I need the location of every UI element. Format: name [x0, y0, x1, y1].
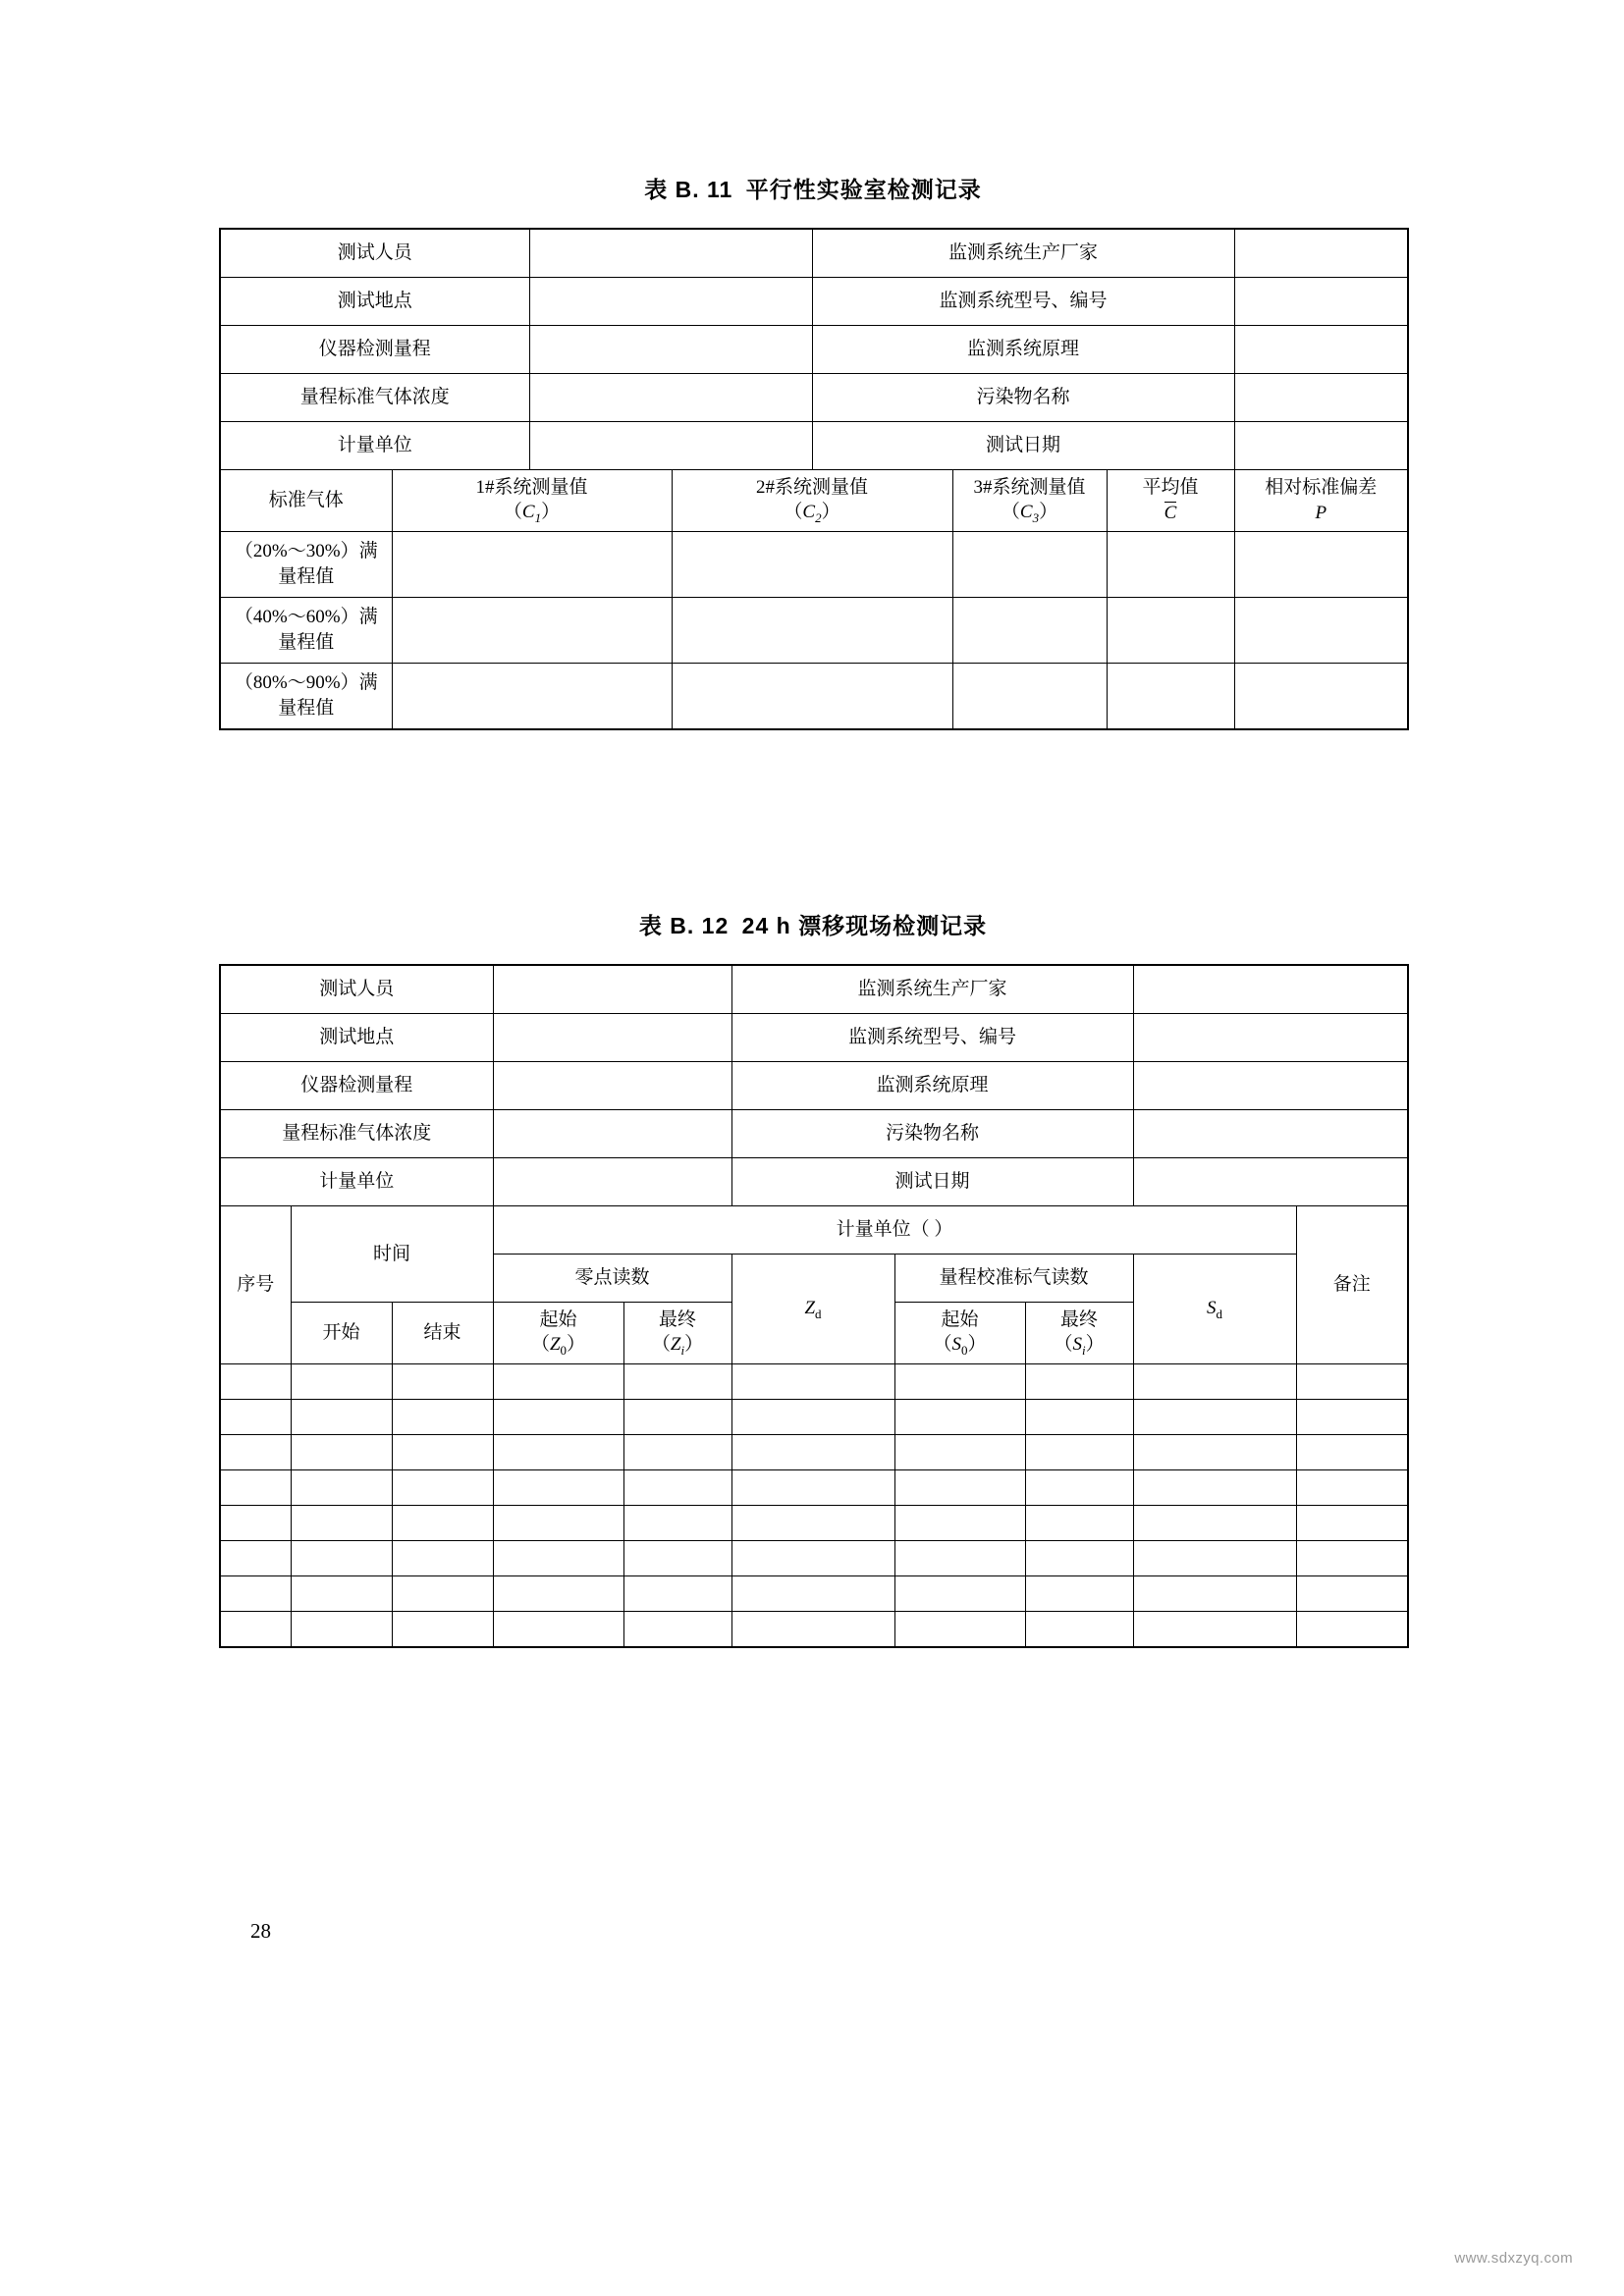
table-row: [220, 965, 1408, 1014]
header-average-symbol: C: [1164, 503, 1177, 523]
label-cell: 监测系统原理: [812, 326, 1234, 374]
table-caption-b12: [219, 908, 1407, 940]
cell-s0[interactable]: [894, 1506, 1025, 1541]
data-cell-c3[interactable]: [952, 598, 1107, 664]
value-cell[interactable]: [1133, 1110, 1408, 1158]
cell-s0[interactable]: [894, 1541, 1025, 1576]
header-rsd: 相对标准偏差 P: [1234, 470, 1408, 532]
data-cell-avg[interactable]: [1107, 598, 1234, 664]
cell-remark[interactable]: [1296, 1435, 1408, 1470]
header-system3-symbol: $(C_3)$: [1001, 502, 1058, 525]
table-row: [220, 374, 1408, 422]
value-cell[interactable]: [1234, 278, 1408, 326]
cell-end[interactable]: [392, 1576, 493, 1612]
table-caption-b11: [219, 172, 1407, 204]
value-cell[interactable]: [493, 965, 731, 1014]
cell-seq[interactable]: [220, 1470, 291, 1506]
value-cell[interactable]: [529, 422, 812, 470]
table-row: [220, 598, 1408, 664]
cell-seq[interactable]: [220, 1400, 291, 1435]
value-cell[interactable]: [493, 1062, 731, 1110]
data-cell-p[interactable]: [1234, 532, 1408, 598]
label-cell: 监测系统型号、编号: [731, 1014, 1133, 1062]
label-cell: 测试日期: [812, 422, 1234, 470]
header-z0: 起始 $(Z_0)$: [493, 1303, 623, 1364]
header-z0-symbol: $(Z_0)$: [530, 1334, 586, 1358]
value-cell[interactable]: [1133, 1158, 1408, 1206]
cell-s0[interactable]: [894, 1435, 1025, 1470]
table-row: [220, 1435, 1408, 1470]
table-row: [220, 532, 1408, 598]
value-cell[interactable]: [1234, 326, 1408, 374]
table-row: [220, 1470, 1408, 1506]
cell-zi[interactable]: [623, 1576, 731, 1612]
cell-s0[interactable]: [894, 1612, 1025, 1648]
table-row: [220, 278, 1408, 326]
label-cell: 仪器检测量程: [220, 1062, 493, 1110]
label-cell: 监测系统生产厂家: [731, 965, 1133, 1014]
data-cell-p[interactable]: [1234, 664, 1408, 730]
value-cell[interactable]: [529, 278, 812, 326]
caption-number: 表 B. 12: [638, 913, 730, 938]
cell-remark[interactable]: [1296, 1612, 1408, 1648]
table-block-b12: [219, 908, 1407, 1648]
table-block-b11: [219, 172, 1407, 730]
cell-sd[interactable]: [1133, 1541, 1296, 1576]
header-sequence: 序号: [220, 1206, 291, 1364]
cell-seq[interactable]: [220, 1541, 291, 1576]
label-cell: 污染物名称: [731, 1110, 1133, 1158]
caption-title: 平行性实验室检测记录: [745, 177, 982, 202]
header-span-reading: 量程校准标气读数: [894, 1255, 1133, 1303]
table-header-row: [220, 470, 1408, 532]
header-zero-reading: 零点读数: [493, 1255, 731, 1303]
cell-zd[interactable]: [731, 1506, 894, 1541]
table-row: [220, 1400, 1408, 1435]
value-cell[interactable]: [493, 1014, 731, 1062]
value-cell[interactable]: [1234, 422, 1408, 470]
cell-z0[interactable]: [493, 1576, 623, 1612]
cell-z0[interactable]: [493, 1506, 623, 1541]
cell-s0[interactable]: [894, 1470, 1025, 1506]
cell-sd[interactable]: [1133, 1435, 1296, 1470]
cell-zd[interactable]: [731, 1400, 894, 1435]
cell-sd[interactable]: [1133, 1576, 1296, 1612]
cell-zi[interactable]: [623, 1364, 731, 1400]
header-remark: 备注: [1296, 1206, 1408, 1364]
cell-z0[interactable]: [493, 1470, 623, 1506]
header-span-drift: $S_d$: [1133, 1255, 1296, 1364]
table-row: [220, 1612, 1408, 1648]
value-cell[interactable]: [529, 374, 812, 422]
header-average: 平均值 C: [1107, 470, 1234, 532]
table-header-row: [220, 1206, 1408, 1255]
value-cell[interactable]: [493, 1110, 731, 1158]
cell-start[interactable]: [291, 1364, 392, 1400]
data-cell-c2[interactable]: [672, 532, 952, 598]
value-cell[interactable]: [1133, 1014, 1408, 1062]
table-row: [220, 1541, 1408, 1576]
cell-z0[interactable]: [493, 1400, 623, 1435]
cell-start[interactable]: [291, 1470, 392, 1506]
cell-remark[interactable]: [1296, 1364, 1408, 1400]
cell-zd[interactable]: [731, 1364, 894, 1400]
table-row: [220, 1158, 1408, 1206]
value-cell[interactable]: [493, 1158, 731, 1206]
header-standard-gas: 标准气体: [220, 470, 392, 532]
cell-end[interactable]: [392, 1400, 493, 1435]
cell-end[interactable]: [392, 1506, 493, 1541]
header-s0: 起始 $(S_0)$: [894, 1303, 1025, 1364]
header-rsd-symbol: P: [1315, 503, 1327, 523]
label-cell: 测试地点: [220, 1014, 493, 1062]
header-system1: 1#系统测量值 $(C_1)$: [392, 470, 672, 532]
row-label: （40%～60%）满 量程值: [220, 598, 392, 664]
cell-zd[interactable]: [731, 1541, 894, 1576]
table-row: [220, 1014, 1408, 1062]
cell-sd[interactable]: [1133, 1364, 1296, 1400]
header-unit-group: 计量单位（ ）: [493, 1206, 1296, 1255]
header-zi: 最终 $(Z_i)$: [623, 1303, 731, 1364]
cell-zi[interactable]: [623, 1506, 731, 1541]
watermark: www.sdxzyq.com: [1454, 2250, 1573, 2267]
table-row: [220, 422, 1408, 470]
cell-end[interactable]: [392, 1612, 493, 1648]
header-zero-drift: $Z_d$: [731, 1255, 894, 1364]
cell-end[interactable]: [392, 1435, 493, 1470]
cell-seq[interactable]: [220, 1576, 291, 1612]
value-cell[interactable]: [529, 326, 812, 374]
cell-si[interactable]: [1025, 1506, 1133, 1541]
data-cell-c2[interactable]: [672, 664, 952, 730]
header-system1-symbol: $(C_1)$: [503, 502, 561, 525]
cell-end[interactable]: [392, 1364, 493, 1400]
value-cell[interactable]: [1234, 374, 1408, 422]
data-cell-c1[interactable]: [392, 598, 672, 664]
cell-zd[interactable]: [731, 1435, 894, 1470]
label-cell: 测试地点: [220, 278, 529, 326]
label-cell: 量程标准气体浓度: [220, 1110, 493, 1158]
header-time-end: 结束: [392, 1303, 493, 1364]
cell-remark[interactable]: [1296, 1576, 1408, 1612]
label-cell: 监测系统原理: [731, 1062, 1133, 1110]
value-cell[interactable]: [529, 229, 812, 278]
cell-si[interactable]: [1025, 1364, 1133, 1400]
table-row: [220, 664, 1408, 730]
cell-si[interactable]: [1025, 1400, 1133, 1435]
label-cell: 测试日期: [731, 1158, 1133, 1206]
cell-start[interactable]: [291, 1612, 392, 1648]
cell-remark[interactable]: [1296, 1541, 1408, 1576]
cell-si[interactable]: [1025, 1612, 1133, 1648]
header-system2-symbol: $(C_2)$: [784, 502, 840, 525]
label-cell: 监测系统生产厂家: [812, 229, 1234, 278]
header-time: 时间: [291, 1206, 493, 1303]
table-row: [220, 1110, 1408, 1158]
value-cell[interactable]: [1133, 965, 1408, 1014]
cell-start[interactable]: [291, 1400, 392, 1435]
data-cell-c2[interactable]: [672, 598, 952, 664]
cell-zi[interactable]: [623, 1541, 731, 1576]
label-cell: 污染物名称: [812, 374, 1234, 422]
record-table-b11: [219, 228, 1409, 730]
caption-number: 表 B. 11: [644, 177, 733, 202]
data-cell-c1[interactable]: [392, 532, 672, 598]
header-system3: 3#系统测量值 $(C_3)$: [952, 470, 1107, 532]
cell-z0[interactable]: [493, 1364, 623, 1400]
cell-zi[interactable]: [623, 1400, 731, 1435]
cell-remark[interactable]: [1296, 1506, 1408, 1541]
record-table-b12: [219, 964, 1409, 1648]
header-time-start: 开始: [291, 1303, 392, 1364]
cell-zi[interactable]: [623, 1612, 731, 1648]
cell-zd[interactable]: [731, 1576, 894, 1612]
cell-zi[interactable]: [623, 1435, 731, 1470]
cell-end[interactable]: [392, 1470, 493, 1506]
label-cell: 测试人员: [220, 229, 529, 278]
table-row: [220, 1062, 1408, 1110]
label-cell: 量程标准气体浓度: [220, 374, 529, 422]
label-cell: 监测系统型号、编号: [812, 278, 1234, 326]
cell-sd[interactable]: [1133, 1470, 1296, 1506]
cell-s0[interactable]: [894, 1400, 1025, 1435]
cell-si[interactable]: [1025, 1576, 1133, 1612]
header-s0-symbol: $(S_0)$: [933, 1334, 987, 1358]
cell-sd[interactable]: [1133, 1612, 1296, 1648]
cell-sd[interactable]: [1133, 1506, 1296, 1541]
cell-remark[interactable]: [1296, 1470, 1408, 1506]
cell-seq[interactable]: [220, 1364, 291, 1400]
cell-end[interactable]: [392, 1541, 493, 1576]
label-cell: 仪器检测量程: [220, 326, 529, 374]
value-cell[interactable]: [1133, 1062, 1408, 1110]
cell-start[interactable]: [291, 1506, 392, 1541]
table-row: [220, 326, 1408, 374]
value-cell[interactable]: [1234, 229, 1408, 278]
cell-z0[interactable]: [493, 1541, 623, 1576]
header-si-symbol: $(S_i)$: [1054, 1334, 1105, 1358]
data-cell-avg[interactable]: [1107, 532, 1234, 598]
page-number: 28: [250, 1919, 271, 1943]
cell-s0[interactable]: [894, 1364, 1025, 1400]
cell-remark[interactable]: [1296, 1400, 1408, 1435]
data-cell-c3[interactable]: [952, 532, 1107, 598]
cell-zi[interactable]: [623, 1470, 731, 1506]
table-row: [220, 229, 1408, 278]
cell-seq[interactable]: [220, 1612, 291, 1648]
cell-si[interactable]: [1025, 1541, 1133, 1576]
cell-zd[interactable]: [731, 1470, 894, 1506]
table-row: [220, 1506, 1408, 1541]
caption-title: 24 h 漂移现场检测记录: [741, 913, 988, 938]
cell-z0[interactable]: [493, 1612, 623, 1648]
label-cell: 计量单位: [220, 422, 529, 470]
data-cell-c1[interactable]: [392, 664, 672, 730]
label-cell: 计量单位: [220, 1158, 493, 1206]
header-zi-symbol: $(Z_i)$: [651, 1334, 704, 1358]
data-cell-c3[interactable]: [952, 664, 1107, 730]
cell-si[interactable]: [1025, 1435, 1133, 1470]
cell-seq[interactable]: [220, 1435, 291, 1470]
cell-start[interactable]: [291, 1541, 392, 1576]
cell-seq[interactable]: [220, 1506, 291, 1541]
label-cell: 测试人员: [220, 965, 493, 1014]
cell-sd[interactable]: [1133, 1400, 1296, 1435]
cell-start[interactable]: [291, 1435, 392, 1470]
table-row: [220, 1364, 1408, 1400]
table-row: [220, 1576, 1408, 1612]
cell-si[interactable]: [1025, 1470, 1133, 1506]
cell-z0[interactable]: [493, 1435, 623, 1470]
row-label: （80%～90%）满 量程值: [220, 664, 392, 730]
header-system2: 2#系统测量值 $(C_2)$: [672, 470, 952, 532]
data-cell-p[interactable]: [1234, 598, 1408, 664]
cell-zd[interactable]: [731, 1612, 894, 1648]
data-cell-avg[interactable]: [1107, 664, 1234, 730]
cell-start[interactable]: [291, 1576, 392, 1612]
row-label: （20%～30%）满 量程值: [220, 532, 392, 598]
cell-s0[interactable]: [894, 1576, 1025, 1612]
header-si: 最终 $(S_i)$: [1025, 1303, 1133, 1364]
